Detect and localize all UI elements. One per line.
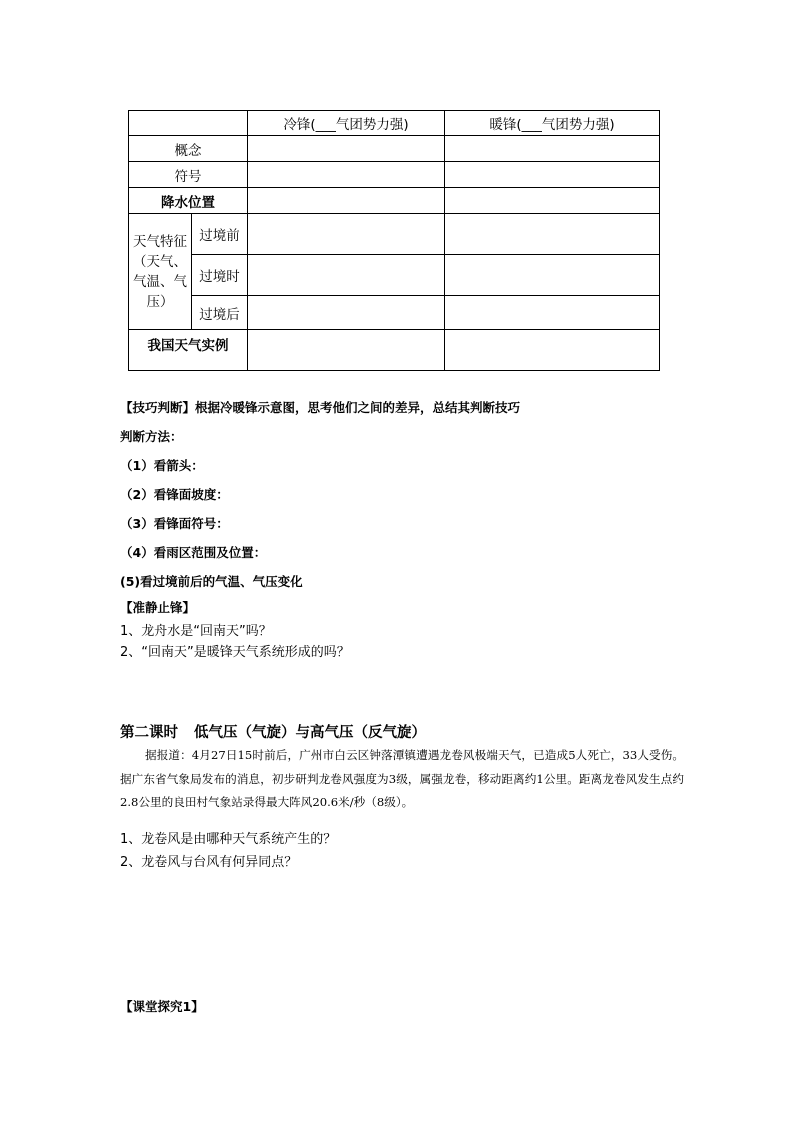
row-label-example: 我国天气实例 [129,330,248,371]
table-row-before [129,214,660,255]
row-label-precip: 降水位置 [129,188,248,214]
cell-cold-during [248,255,445,296]
cell-warm-concept [445,136,660,162]
zhunjing-question-2: 2、“回南天”是暖锋天气系统形成的吗？ [120,645,350,660]
cell-warm-before [445,214,660,255]
cell-cold-before [248,214,445,255]
row-label-before: 过境前 [192,214,248,255]
table-row-during [129,255,660,296]
header-warm-front: 暖锋(___气团势力强) [445,111,660,136]
row-label-after: 过境后 [192,296,248,330]
header-blank-cell [129,111,248,136]
skill-heading: 【技巧判断】根据冷暖锋示意图，思考他们之间的差异，总结其判断技巧 [120,400,521,415]
zhunjing-question-1: 1、龙舟水是“回南天”吗？ [120,624,272,639]
cell-cold-symbol [248,162,445,188]
cell-cold-after [248,296,445,330]
skill-item-2: （2）看锋面坡度： [120,487,229,502]
skill-item-1: （1）看箭头： [120,458,204,473]
cell-cold-example [248,330,445,371]
explore-heading: 【课堂探究1】 [120,999,204,1014]
table-row-symbol [129,162,660,188]
zhunjing-heading: 【准静止锋】 [120,600,196,615]
lesson2-question-1: 1、龙卷风是由哪种天气系统产生的？ [120,832,337,847]
lesson2-title-period: 第二课时 [120,725,178,741]
skill-item-4: （4）看雨区范围及位置： [120,545,267,560]
row-label-symbol: 符号 [129,162,248,188]
table-row-precip [129,188,660,214]
row-label-concept: 概念 [129,136,248,162]
front-comparison-table [128,110,660,371]
skill-item-5: (5)看过境前后的气温、气压变化 [120,574,303,589]
cell-cold-concept [248,136,445,162]
table-header-row [129,111,660,136]
table-row-after [129,296,660,330]
table-row-example [129,330,660,371]
cell-warm-during [445,255,660,296]
cell-warm-example [445,330,660,371]
lesson2-title [120,721,426,742]
lesson2-title-topic: 低气压（气旋）与高气压（反气旋） [194,725,426,741]
lesson2-news-paragraph: 据报道：4月27日15时前后，广州市白云区钟落潭镇遭遇龙卷风极端天气，已造成5人死亡，33人受伤。据广东省气象局发布的消息，初步研判龙卷风强度为3级，属强龙卷，移动距离约1公里。距离龙卷风发生点约2.8公里的良田村气象站录得最大阵风20.6米/秒（8级）。 [120,748,684,809]
lesson2-question-2: 2、龙卷风与台风有何异同点？ [120,855,298,870]
header-cold-front: 冷锋(___气团势力强) [248,111,445,136]
row-label-during: 过境时 [192,255,248,296]
cell-warm-after [445,296,660,330]
cell-warm-precip [445,188,660,214]
cell-cold-precip [248,188,445,214]
cell-warm-symbol [445,162,660,188]
skill-item-3: （3）看锋面符号： [120,516,229,531]
skill-method: 判断方法： [120,429,183,444]
table-row-concept [129,136,660,162]
row-label-weather-features: 天气特征（天气、气温、气压） [129,214,192,330]
